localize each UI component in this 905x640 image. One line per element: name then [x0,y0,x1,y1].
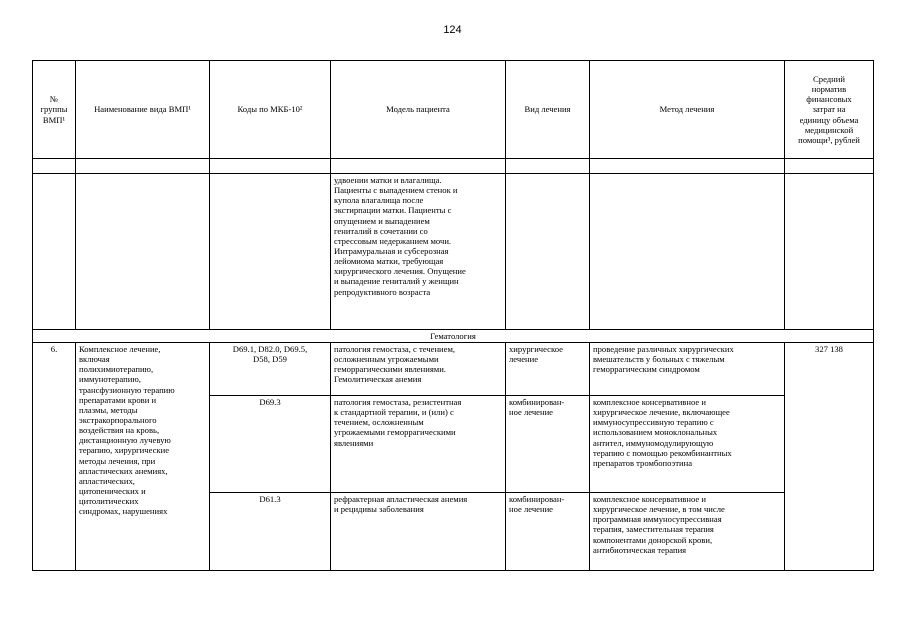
header-cost-norm: Средний норматив финансовых затрат на единицу объема медицинской помощи³, рублей [785,61,874,159]
icd-codes-cell: D61.3 [210,493,331,571]
treatment-type-cell: комбинирован- ное лечение [506,396,590,493]
treatment-type-cell: комбинирован- ное лечение [506,493,590,571]
header-patient-model: Модель пациента [331,61,506,159]
header-group-number: № группы ВМП¹ [33,61,76,159]
cost-norm-cell: 327 138 [785,343,874,571]
vmp-name-cell: Комплексное лечение, включая полихимиотерапию, иммунотерапию, трансфузионную терапию препаратами крови и плазмы, методы экстракорпорального воздействия на кровь, дистанционную лучевую терапию, хирургические методы лечения, при апластических анемиях, апластических, цитопенических и цитолитических синдромах, нарушениях [76,343,210,571]
group-number-cell: 6. [33,343,76,571]
header-icd-codes: Коды по МКБ-10² [210,61,331,159]
continuation-row [33,174,874,330]
header-treatment-method: Метод лечения [590,61,785,159]
section-title: Гематология [33,330,874,343]
treatment-method-cell: комплексное консервативное и хирургическое лечение, в том числе программная иммуносупрессивная терапия, заместительная терапия компонентами донорской крови, антибиотическая терапия [590,493,785,571]
header-treatment-type: Вид лечения [506,61,590,159]
patient-model-cell: рефрактерная апластическая анемия и рецидивы заболевания [331,493,506,571]
patient-model-cell: патология гемостаза, с течением, осложненным угрожаемыми геморрагическими явлениями. Гемолитическая анемия [331,343,506,396]
vmp-table [32,60,874,571]
header-row [33,61,874,159]
section-row [33,330,874,343]
page-number: 124 [443,24,462,36]
treatment-method-cell: комплексное консервативное и хирургическое лечение, включающее иммуносупрессивную терапию с использованием моноклональных антител, иммуномодулирующую терапию с помощью рекомбинантных препаратов тромбопоэтина [590,396,785,493]
icd-codes-cell: D69.1, D82.0, D69.5, D58, D59 [210,343,331,396]
table-row [33,343,874,396]
spacer-row [33,159,874,174]
treatment-type-cell: хирургическое лечение [506,343,590,396]
treatment-method-cell: проведение различных хирургических вмешательств у больных с тяжелым геморрагическим синдромом [590,343,785,396]
patient-model-cell: патология гемостаза, резистентная к стандартной терапии, и (или) с течением, осложненным угрожаемыми геморрагическими явлениями [331,396,506,493]
patient-model-cell: удвоении матки и влагалища. Пациенты с выпадением стенок и купола влагалища после экстирпации матки. Пациенты с опущением и выпадением гениталий в сочетании со стрессовым недержанием мочи. Интрамуральная и субсерозная лейомиома матки, требующая хирургического лечения. Опущение и выпадение гениталий у женщин репродуктивного возраста [331,174,506,330]
header-vmp-name: Наименование вида ВМП¹ [76,61,210,159]
icd-codes-cell: D69.3 [210,396,331,493]
